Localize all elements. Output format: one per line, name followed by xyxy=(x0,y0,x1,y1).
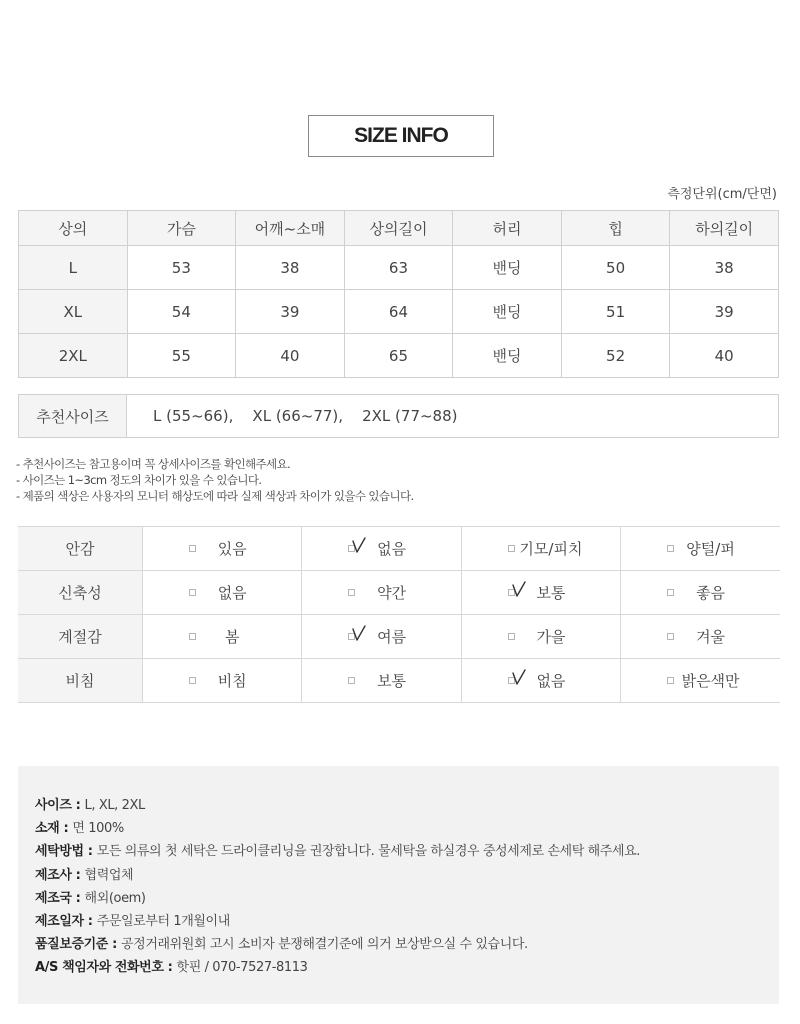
attribute-option xyxy=(302,659,461,703)
table-cell: 39 xyxy=(670,290,779,334)
info-value: 모든 의류의 첫 세탁은 드라이클리닝을 권장합니다. 물세탁을 하실경우 중성세제로 손세탁 해주세요. xyxy=(96,844,640,860)
attribute-option xyxy=(461,571,620,615)
attribute-option xyxy=(461,659,620,703)
size-info-title: SIZE INFO xyxy=(308,115,494,157)
attribute-option xyxy=(143,527,302,571)
table-cell: 밴딩 xyxy=(453,334,562,378)
table-cell: 38 xyxy=(670,246,779,290)
attribute-label: 신축성 xyxy=(18,571,143,615)
attribute-option-label: 없음 xyxy=(377,540,407,558)
attribute-option-label: 비침 xyxy=(217,672,247,690)
attribute-option xyxy=(143,615,302,659)
info-value: 공정거래위원회 고시 소비자 분쟁해결기준에 의거 보상받으실 수 있습니다. xyxy=(121,937,528,953)
fabric-attributes-table xyxy=(18,526,780,703)
table-row xyxy=(19,290,779,334)
table-row xyxy=(19,334,779,378)
info-key: 제조국 : xyxy=(35,890,85,906)
table-cell: 54 xyxy=(127,290,236,334)
info-key: 제조사 : xyxy=(35,867,85,883)
info-key: 소재 : xyxy=(35,821,73,837)
attribute-row xyxy=(18,571,780,615)
table-cell: 63 xyxy=(344,246,453,290)
attribute-option-label: 없음 xyxy=(217,584,247,602)
info-value: L, XL, 2XL xyxy=(84,798,145,813)
attribute-option xyxy=(621,615,780,659)
table-cell: 38 xyxy=(236,246,345,290)
attribute-option-label: 가을 xyxy=(536,628,566,646)
attribute-option xyxy=(143,571,302,615)
note-line: - 제품의 색상은 사용자의 모니터 해상도에 따라 실제 색상과 차이가 있을수 있습니다. xyxy=(16,489,414,503)
size-table-header-row xyxy=(19,211,779,246)
attribute-option xyxy=(461,527,620,571)
recommended-size-label: 추천사이즈 xyxy=(19,395,127,438)
recommended-size-value: L (55~66), XL (66~77), 2XL (77~88) xyxy=(127,395,779,438)
size-table-header: 상의 xyxy=(19,211,128,246)
info-row xyxy=(35,817,779,840)
info-row xyxy=(35,794,779,817)
info-key: 세탁방법 : xyxy=(35,844,97,860)
table-cell: 39 xyxy=(236,290,345,334)
info-value: 핫핀 / 070-7527-8113 xyxy=(176,960,308,976)
info-key: 품질보증기준 : xyxy=(35,937,121,953)
attribute-option-label: 보통 xyxy=(536,584,566,602)
attribute-label: 비침 xyxy=(18,659,143,703)
attribute-label: 계절감 xyxy=(18,615,143,659)
note-line: - 사이즈는 1~3cm 정도의 차이가 있을 수 있습니다. xyxy=(16,473,262,487)
info-row xyxy=(35,910,779,933)
info-key: 사이즈 : xyxy=(35,798,85,813)
table-cell: 50 xyxy=(561,246,670,290)
size-table-header: 힙 xyxy=(561,211,670,246)
info-key: A/S 책임자와 전화번호 : xyxy=(35,960,177,976)
size-table-header: 상의길이 xyxy=(344,211,453,246)
info-key: 제조일자 : xyxy=(35,914,97,930)
attribute-row xyxy=(18,615,780,659)
attribute-option-label: 밝은색만 xyxy=(681,672,740,690)
size-label-cell: L xyxy=(19,246,128,290)
attribute-option xyxy=(302,571,461,615)
info-value: 면 100% xyxy=(72,821,124,837)
table-cell: 52 xyxy=(561,334,670,378)
table-cell: 51 xyxy=(561,290,670,334)
table-cell: 40 xyxy=(236,334,345,378)
attribute-option xyxy=(302,615,461,659)
size-label-cell: XL xyxy=(19,290,128,334)
table-cell: 55 xyxy=(127,334,236,378)
attribute-option-label: 봄 xyxy=(224,628,240,646)
size-table-header: 허리 xyxy=(453,211,562,246)
table-row xyxy=(19,246,779,290)
table-cell: 65 xyxy=(344,334,453,378)
attribute-option-label: 없음 xyxy=(536,672,566,690)
info-row xyxy=(35,956,779,979)
attribute-label: 안감 xyxy=(18,527,143,571)
attribute-option xyxy=(143,659,302,703)
attribute-option xyxy=(621,527,780,571)
info-row xyxy=(35,840,779,863)
attribute-option xyxy=(302,527,461,571)
size-table xyxy=(18,210,779,378)
attribute-option-label: 양털/퍼 xyxy=(686,540,735,558)
measurement-unit-note: 측정단위(cm/단면) xyxy=(667,187,777,202)
info-value: 협력업체 xyxy=(84,867,134,883)
attribute-option-label: 좋음 xyxy=(696,584,726,602)
info-value: 해외(oem) xyxy=(84,890,146,906)
table-cell: 밴딩 xyxy=(453,246,562,290)
attribute-option xyxy=(621,659,780,703)
info-row xyxy=(35,933,779,956)
attribute-option xyxy=(621,571,780,615)
size-table-header: 하의길이 xyxy=(670,211,779,246)
info-value: 주문일로부터 1개월이내 xyxy=(96,914,230,930)
size-label-cell: 2XL xyxy=(19,334,128,378)
attribute-row xyxy=(18,527,780,571)
table-cell: 53 xyxy=(127,246,236,290)
recommended-size-table xyxy=(18,394,779,438)
attribute-option-label: 기모/피치 xyxy=(519,540,583,558)
info-row xyxy=(35,887,779,910)
size-notes xyxy=(16,456,414,504)
size-table-header: 어깨~소매 xyxy=(236,211,345,246)
table-row xyxy=(19,395,779,438)
product-info-box xyxy=(18,766,779,1004)
info-row xyxy=(35,864,779,887)
attribute-option-label: 여름 xyxy=(377,628,407,646)
attribute-option-label: 있음 xyxy=(217,540,247,558)
attribute-option-label: 보통 xyxy=(377,672,407,690)
table-cell: 64 xyxy=(344,290,453,334)
attribute-row xyxy=(18,659,780,703)
attribute-option xyxy=(461,615,620,659)
attribute-option-label: 약간 xyxy=(377,584,407,602)
attribute-option-label: 겨울 xyxy=(696,628,726,646)
table-cell: 40 xyxy=(670,334,779,378)
size-table-header: 가슴 xyxy=(127,211,236,246)
table-cell: 밴딩 xyxy=(453,290,562,334)
note-line: - 추천사이즈는 참고용이며 꼭 상세사이즈를 확인해주세요. xyxy=(16,457,291,471)
